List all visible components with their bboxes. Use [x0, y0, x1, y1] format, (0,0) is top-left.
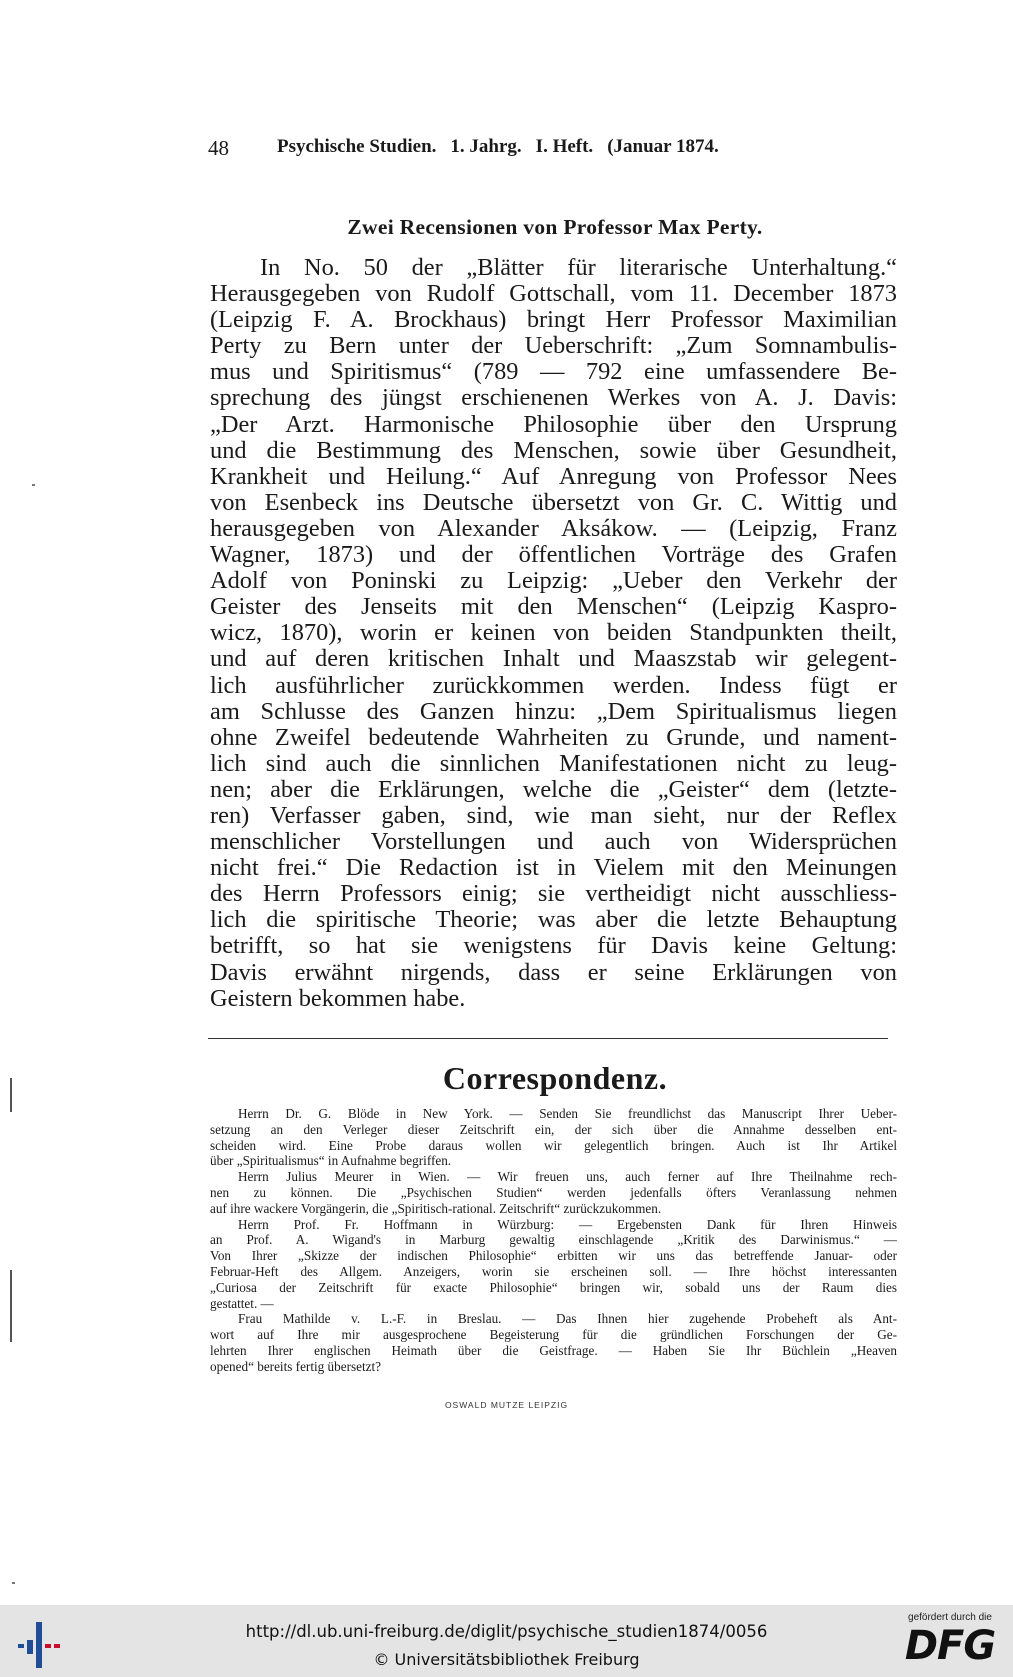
- margin-dot: [32, 484, 35, 486]
- article-line: Adolf von Poninski zu Leipzig: „Ueber den Verkehr der: [210, 568, 897, 595]
- article-line: betrifft, so hat sie wenigstens für Davis keine Geltung:: [210, 933, 897, 960]
- article-line: und auf deren kritischen Inhalt und Maaszstab wir gelegent-: [210, 646, 897, 673]
- correspondence-line: Herrn Prof. Fr. Hoffmann in Würzburg: — Ergebensten Dank für Ihren Hinweis: [238, 1216, 897, 1232]
- copyright-notice: © Universitätsbibliothek Freiburg: [373, 1650, 640, 1669]
- article-line: Wagner, 1873) und der öffentlichen Vorträge des Grafen: [210, 542, 897, 569]
- article-line: (Leipzig F. A. Brockhaus) bringt Herr Professor Maximilian: [210, 307, 897, 334]
- article-body: [210, 255, 897, 1012]
- article-line: lich sind auch die sinnlichen Manifestationen nicht zu leug-: [210, 750, 897, 777]
- dfg-caption: gefördert durch die: [908, 1612, 992, 1623]
- correspondence-line: Februar-Heft des Allgem. Anzeigers, worin sie erscheinen soll. — Ihre höchst interessanten: [210, 1263, 897, 1279]
- correspondence-line: setzung an den Verleger dieser Zeitschrift ein, der sich über die Annahme desselben ent-: [210, 1121, 897, 1137]
- permalink-url[interactable]: http://dl.ub.uni-freiburg.de/diglit/psychische_studien1874/0056: [245, 1622, 768, 1641]
- article-line: herausgegeben von Alexander Aksákow. — (Leipzig, Franz: [210, 515, 897, 542]
- article-line: nicht frei.“ Die Redaction ist in Vielem mit den Meinungen: [210, 855, 897, 882]
- article-line: Herausgegeben von Rudolf Gottschall, vom 11. December 1873: [210, 281, 897, 308]
- article-line: In No. 50 der „Blätter für literarische Unterhaltung.“: [260, 255, 897, 281]
- margin-mark: [10, 1270, 12, 1342]
- article-line: Davis erwähnt nirgends, dass er seine Erklärungen von: [210, 959, 897, 986]
- article-line: von Esenbeck ins Deutsche übersetzt von Gr. C. Wittig und: [210, 489, 897, 516]
- article-line: Geistern bekommen habe.: [210, 985, 466, 1012]
- correspondence-line: gestattet. —: [210, 1295, 274, 1311]
- correspondence-line: lehrten Ihrer englischen Heimath über die Geistfrage. — Haben Sie Ihr Büchlein „Heaven: [210, 1342, 897, 1358]
- running-header: [208, 136, 828, 166]
- correspondence-line: scheiden wird. Eine Probe daraus wollen wir gelegentlich bringen. Auch ist Ihr Artikel: [210, 1137, 897, 1153]
- article-line: „Der Arzt. Harmonische Philosophie über den Ursprung: [210, 411, 897, 438]
- correspondence-line: über „Spiritualismus“ in Aufnahme begriffen.: [210, 1153, 452, 1169]
- article-line: Krankheit und Heilung.“ Auf Anregung von Professor Nees: [210, 463, 897, 490]
- article-line: des Herrn Professors einig; sie vertheidigt nicht ausschliess-: [210, 881, 897, 908]
- correspondence-line: „Curiosa der Zeitschrift für exacte Philosophie“ bringen wir, sobald uns der Raum dies: [210, 1279, 897, 1295]
- article-line: lich ausführlicher zurückkommen werden. Indess fügt er: [210, 672, 897, 699]
- article-line: und die Bestimmung des Menschen, sowie über Gesundheit,: [210, 437, 897, 464]
- article-line: ren) Verfasser gaben, sind, wie man sieht, nur der Reflex: [210, 802, 897, 829]
- article-line: lich die spiritische Theorie; was aber die letzte Behauptung: [210, 907, 897, 934]
- margin-dot: [12, 1582, 15, 1584]
- correspondence-line: opened“ bereits fertig übersetzt?: [210, 1358, 381, 1374]
- correspondence-line: Herrn Dr. G. Blöde in New York. — Senden Sie freundlichst das Manuscript Ihrer Ueber-: [238, 1106, 897, 1121]
- article-line: sprechung des jüngst erschienenen Werkes von A. J. Davis:: [210, 385, 897, 412]
- printer-imprint: OSWALD MUTZE LEIPZIG: [444, 1400, 569, 1410]
- correspondence-line: wort auf Ihre mir ausgesprochene Begeisterung für die gründlichen Forschungen der Ge-: [210, 1327, 897, 1343]
- issue: I. Heft.: [535, 136, 594, 157]
- correspondence-line: Herrn Julius Meurer in Wien. — Wir freuen uns, auch ferner auf Ihre Theilnahme rech-: [238, 1169, 897, 1185]
- article-line: mus und Spiritismus“ (789 — 792 eine umfassendere Be-: [210, 359, 897, 386]
- article-line: nen; aber die Erklärungen, welche die „Geister“ dem (letzte-: [210, 776, 897, 803]
- article-line: Geister des Jenseits mit den Menschen“ (Leipzig Kaspro-: [210, 594, 897, 621]
- article-line: wicz, 1870), worin er keinen von beiden Standpunkten theilt,: [210, 620, 897, 647]
- page-number: 48: [208, 136, 229, 160]
- article-title: Zwei Recensionen von Professor Max Perty.: [347, 215, 763, 239]
- correspondence-line: Frau Mathilde v. L.-F. in Breslau. — Das Ihnen hier zugehende Probeheft als Ant-: [238, 1311, 897, 1327]
- section-divider: [208, 1038, 888, 1039]
- article-line: menschlicher Vorstellungen und auch von Widersprüchen: [210, 829, 897, 856]
- correspondence-line: an Prof. A. Wigand's in Marburg gewaltig einschlagende „Kritik des Darwinismus.“ —: [210, 1232, 897, 1248]
- article-line: am Schlusse des Ganzen hinzu: „Dem Spiritualismus liegen: [210, 698, 897, 725]
- issue-date: (Januar 1874.: [607, 136, 719, 157]
- correspondence-line: Von Ihrer „Skizze der indischen Philosophie“ erbitten wir uns das betreffende Januar- oder: [210, 1248, 897, 1264]
- journal-title: Psychische Studien.: [277, 136, 437, 157]
- correspondence-line: auf ihre wackere Vorgängerin, die „Spiritisch-rational. Zeitschrift“ zurückzukommen.: [210, 1200, 662, 1216]
- margin-mark: [10, 1078, 12, 1112]
- article-line: Perty zu Bern unter der Ueberschrift: „Zum Somnambulis-: [210, 333, 897, 360]
- volume: 1. Jahrg.: [450, 136, 522, 157]
- correspondence-body: [210, 1106, 897, 1375]
- article-line: ohne Zweifel bedeutende Wahrheiten zu Grunde, und nament-: [210, 724, 897, 751]
- correspondence-heading: Correspondenz.: [442, 1060, 668, 1096]
- correspondence-line: nen zu können. Die „Psychischen Studien“ werden jedenfalls öfters Veranlassung nehmen: [210, 1184, 897, 1200]
- dfg-logo[interactable]: DFG: [904, 1623, 996, 1669]
